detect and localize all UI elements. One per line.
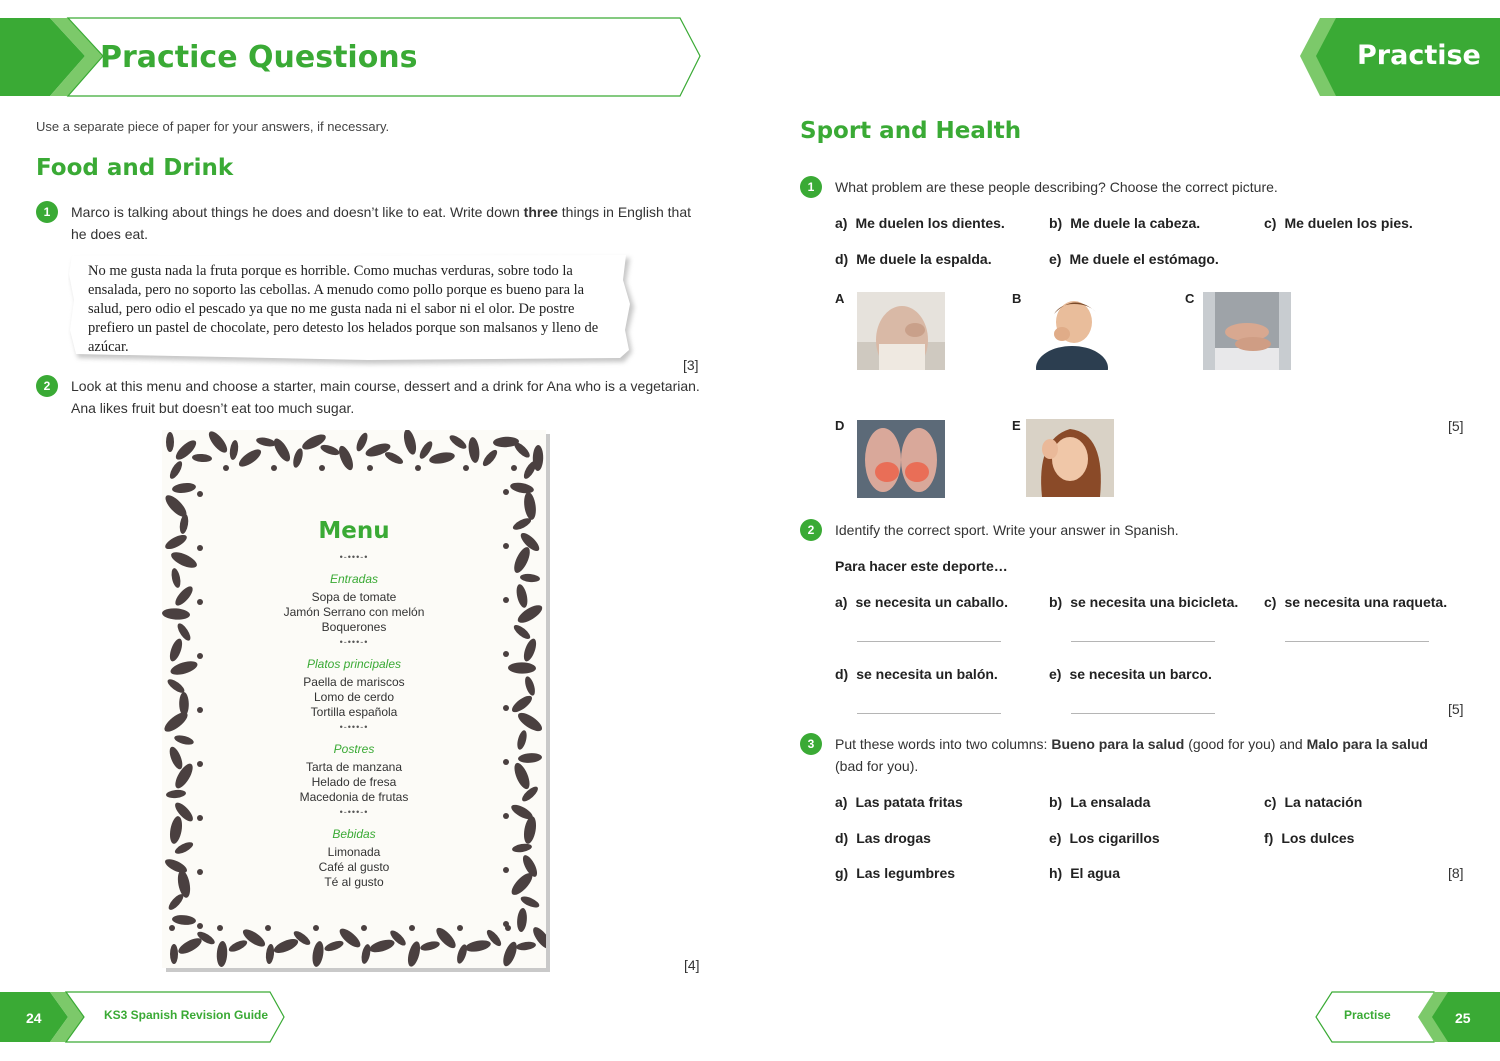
question-number: 3 bbox=[800, 733, 822, 755]
option-text: se necesita un caballo. bbox=[855, 594, 1008, 610]
option-text: La ensalada bbox=[1070, 794, 1151, 810]
option bbox=[1049, 215, 1200, 231]
option bbox=[835, 215, 1005, 231]
option bbox=[835, 251, 992, 267]
menu-title: Menu bbox=[318, 518, 390, 544]
marks: [8] bbox=[1448, 865, 1464, 881]
menu-divider: •-•••-• bbox=[339, 637, 369, 647]
question-number: 1 bbox=[36, 201, 58, 223]
picture-label: A bbox=[835, 291, 845, 306]
section-title-sport: Sport and Health bbox=[800, 118, 1022, 144]
answer-line[interactable] bbox=[1285, 641, 1429, 642]
page-number: 24 bbox=[26, 1010, 42, 1026]
option-text: Me duele el estómago. bbox=[1069, 251, 1219, 267]
menu-item: Macedonia de frutas bbox=[299, 790, 409, 804]
option-text: Las drogas bbox=[856, 830, 931, 846]
question-lead: Para hacer este deporte… bbox=[835, 558, 1008, 574]
answer-line[interactable] bbox=[1071, 713, 1215, 714]
picture-label: B bbox=[1012, 291, 1022, 306]
menu-item: Café al gusto bbox=[318, 860, 390, 874]
footer-tab-label: Practise bbox=[1344, 1008, 1391, 1022]
option-text: se necesita un barco. bbox=[1069, 666, 1212, 682]
option bbox=[1049, 594, 1238, 610]
option bbox=[1264, 594, 1447, 610]
menu-item: Jamón Serrano con melón bbox=[283, 605, 425, 619]
option bbox=[1264, 215, 1413, 231]
option bbox=[1049, 865, 1120, 881]
instructions: Use a separate piece of paper for your answers, if necessary. bbox=[36, 119, 390, 134]
menu-item: Tarta de manzana bbox=[305, 760, 403, 774]
question-text: What problem are these people describing? Choose the correct picture. bbox=[835, 179, 1278, 195]
answer-line[interactable] bbox=[857, 641, 1001, 642]
menu-item: Lomo de cerdo bbox=[313, 690, 395, 704]
headache-picture bbox=[1026, 419, 1114, 497]
question-number: 1 bbox=[800, 176, 822, 198]
page-number: 25 bbox=[1455, 1010, 1471, 1026]
menu-section-title: Postres bbox=[333, 742, 375, 756]
question-text: Look at this menu and choose a starter, main course, dessert and a drink for Ana who is a vegetarian. Ana likes fruit but doesn’t eat too much sugar. bbox=[71, 378, 700, 416]
option-text: se necesita una bicicleta. bbox=[1070, 594, 1239, 610]
menu-section-title: Entradas bbox=[329, 572, 379, 586]
menu-divider: •-•••-• bbox=[339, 552, 369, 562]
picture-label: D bbox=[835, 418, 845, 433]
menu-item: Paella de mariscos bbox=[303, 675, 405, 689]
option-text: Me duele la cabeza. bbox=[1070, 215, 1201, 231]
menu-divider: •-•••-• bbox=[339, 807, 369, 817]
option-letter: h) bbox=[1049, 865, 1063, 881]
answer-line[interactable] bbox=[857, 713, 1001, 714]
picture-label: E bbox=[1012, 418, 1021, 433]
question-text: Put these words into two columns: Bueno para la salud (good for you) and Malo para la salud (bad for you). bbox=[835, 736, 1428, 774]
option-letter: f) bbox=[1264, 830, 1274, 846]
question-text: Marco is talking about things he does and doesn’t like to eat. Write down three things in English that he does eat. bbox=[71, 204, 691, 242]
toothache-picture bbox=[1026, 292, 1114, 370]
option-letter: c) bbox=[1264, 594, 1277, 610]
header-tab-label: Practise bbox=[1357, 40, 1481, 71]
option-letter: b) bbox=[1049, 215, 1063, 231]
option bbox=[1049, 666, 1212, 682]
option-text: La natación bbox=[1284, 794, 1363, 810]
option-letter: c) bbox=[1264, 215, 1277, 231]
menu-section-title: Platos principales bbox=[306, 657, 402, 671]
option bbox=[835, 594, 1008, 610]
page-title: Practice Questions bbox=[100, 40, 418, 75]
question-text: Identify the correct sport. Write your answer in Spanish. bbox=[835, 522, 1179, 538]
marks: [5] bbox=[1448, 701, 1464, 717]
question-number: 2 bbox=[36, 375, 58, 397]
option-text: Me duele la espalda. bbox=[856, 251, 992, 267]
menu-item: Helado de fresa bbox=[311, 775, 397, 789]
option bbox=[1049, 830, 1160, 846]
option-text: Los dulces bbox=[1281, 830, 1355, 846]
option-letter: b) bbox=[1049, 794, 1063, 810]
marks: [5] bbox=[1448, 418, 1464, 434]
menu-divider: •-•••-• bbox=[339, 722, 369, 732]
menu-item: Limonada bbox=[327, 845, 381, 859]
option bbox=[1264, 830, 1354, 846]
option-letter: d) bbox=[835, 830, 849, 846]
question-number: 2 bbox=[800, 519, 822, 541]
option-letter: a) bbox=[835, 594, 848, 610]
marks: [3] bbox=[683, 357, 699, 373]
option-letter: a) bbox=[835, 215, 848, 231]
menu-item: Té al gusto bbox=[324, 875, 384, 889]
option-text: Los cigarillos bbox=[1069, 830, 1160, 846]
option-letter: e) bbox=[1049, 666, 1062, 682]
option-text: Me duelen los pies. bbox=[1284, 215, 1413, 231]
option-text: Las patata fritas bbox=[855, 794, 963, 810]
option-letter: g) bbox=[835, 865, 849, 881]
option bbox=[1049, 794, 1150, 810]
option bbox=[1049, 251, 1219, 267]
back-pain-picture bbox=[857, 292, 945, 370]
menu-section-title: Bebidas bbox=[332, 827, 376, 841]
option-letter: d) bbox=[835, 666, 849, 682]
passage-text: No me gusta nada la fruta porque es horrible. Como muchas verduras, sobre todo la ensalada, pero no soporto las cebollas. A menudo como pollo porque es bueno para la salud, pero odio el pescado ya que no me gusta nada ni el sabor ni el olor. De postre prefiero un pastel de chocolate, pero detesto los helados porque son malsanos y lleno de azúcar. bbox=[88, 263, 599, 355]
foot-pain-picture bbox=[857, 420, 945, 498]
option-text: El agua bbox=[1070, 865, 1121, 881]
option-text: se necesita un balón. bbox=[856, 666, 998, 682]
option bbox=[835, 830, 931, 846]
menu-item: Boquerones bbox=[321, 620, 387, 634]
option-letter: e) bbox=[1049, 830, 1062, 846]
option bbox=[1264, 794, 1362, 810]
option-text: se necesita una raqueta. bbox=[1284, 594, 1448, 610]
option-letter: b) bbox=[1049, 594, 1063, 610]
menu-card bbox=[162, 430, 546, 968]
option-letter: e) bbox=[1049, 251, 1062, 267]
option-text: Me duelen los dientes. bbox=[855, 215, 1005, 231]
marks: [4] bbox=[684, 957, 700, 973]
answer-line[interactable] bbox=[1071, 641, 1215, 642]
option-letter: d) bbox=[835, 251, 849, 267]
footer-title: KS3 Spanish Revision Guide bbox=[104, 1008, 269, 1022]
picture-label: C bbox=[1185, 291, 1195, 306]
section-title-food: Food and Drink bbox=[36, 155, 234, 181]
footer-banner-right bbox=[1314, 990, 1500, 1045]
option bbox=[835, 865, 955, 881]
menu-item: Tortilla española bbox=[310, 705, 398, 719]
option bbox=[835, 794, 963, 810]
option-letter: c) bbox=[1264, 794, 1277, 810]
option-letter: a) bbox=[835, 794, 848, 810]
option bbox=[835, 666, 998, 682]
option-text: Las legumbres bbox=[856, 865, 956, 881]
menu-item: Sopa de tomate bbox=[311, 590, 397, 604]
stomachache-picture bbox=[1203, 292, 1291, 370]
